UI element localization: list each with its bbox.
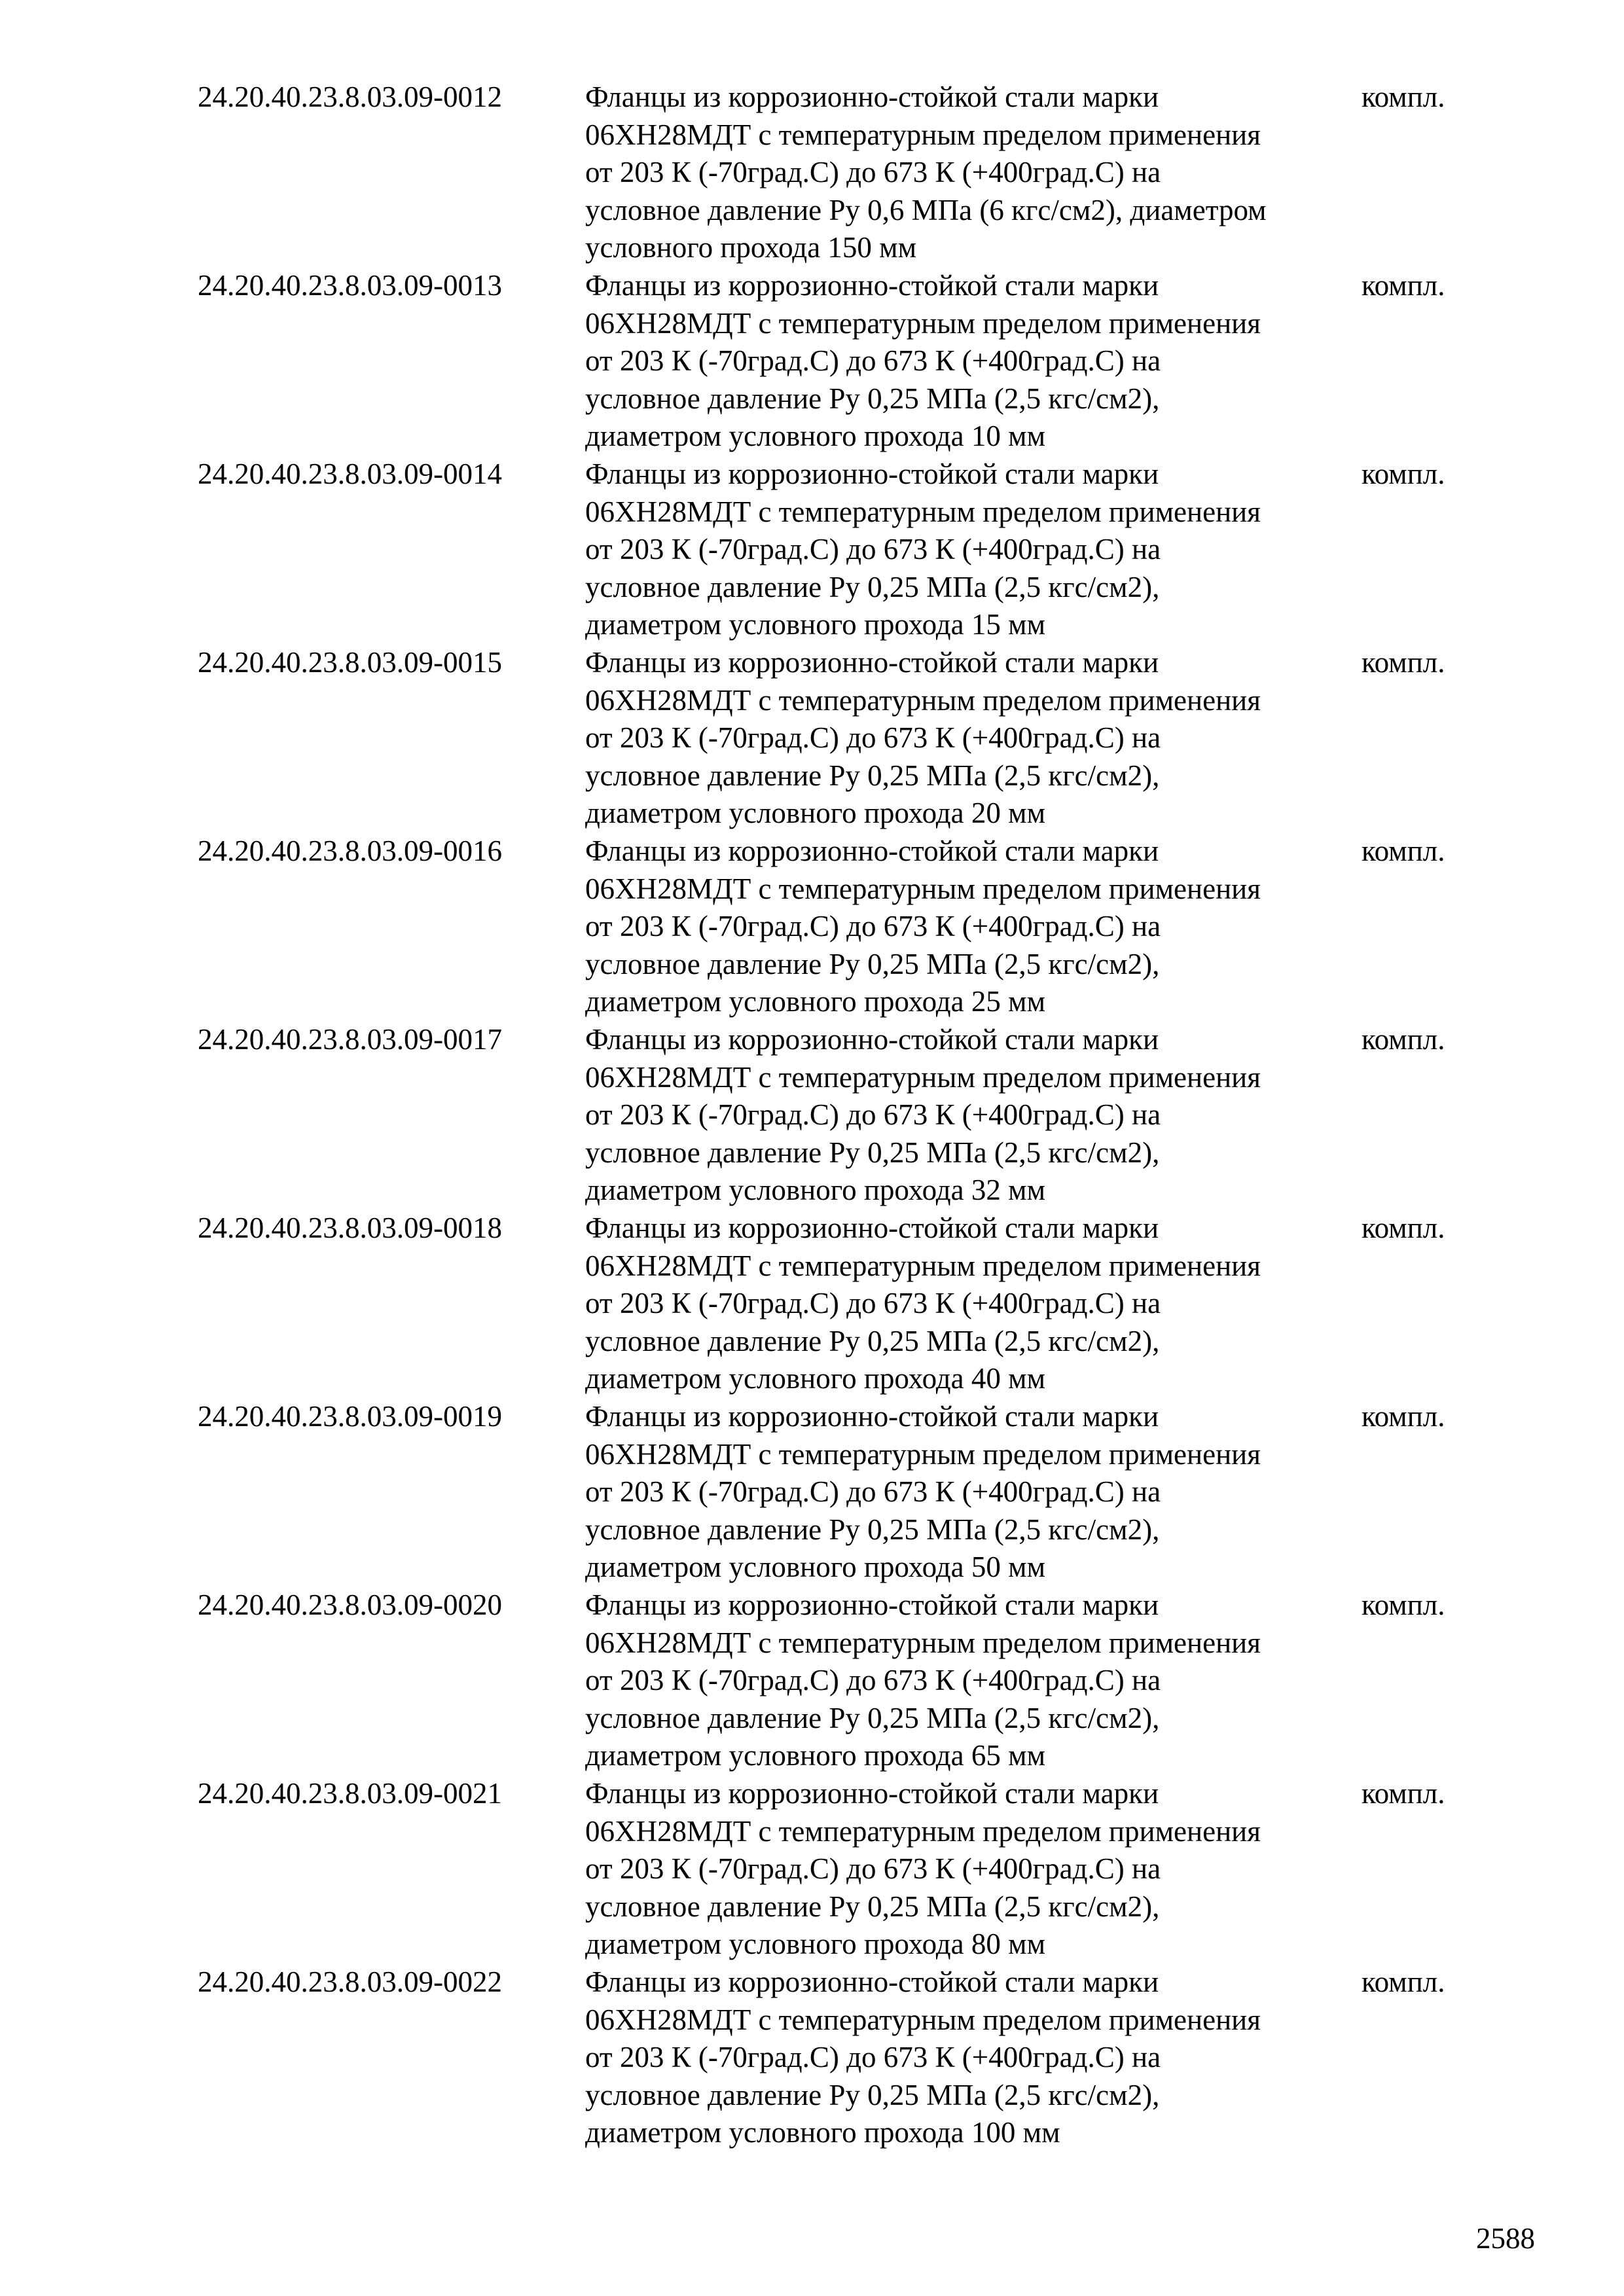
- description-line: условное давление Ру 0,25 МПа (2,5 кгс/см2),: [585, 759, 1160, 792]
- item-code: 24.20.40.23.8.03.09-0017: [198, 1023, 502, 1056]
- item-unit: компл.: [1362, 834, 1445, 867]
- item-description: [585, 1210, 1261, 1398]
- item-unit: компл.: [1362, 646, 1445, 679]
- description-line: от 203 К (-70град.С) до 673 К (+400град.С) на: [585, 910, 1161, 943]
- page-number: 2588: [1476, 2222, 1535, 2255]
- description-line: от 203 К (-70град.С) до 673 К (+400град.С) на: [585, 721, 1161, 755]
- table-row: [0, 1398, 1624, 1587]
- description-line: 06ХН28МДТ с температурным пределом применения: [585, 872, 1261, 905]
- description-line: 06ХН28МДТ с температурным пределом применения: [585, 683, 1261, 717]
- item-code: 24.20.40.23.8.03.09-0020: [198, 1588, 502, 1621]
- item-description: [585, 1021, 1261, 1210]
- description-line: условное давление Ру 0,25 МПа (2,5 кгс/см2),: [585, 1890, 1160, 1923]
- description-line: условного прохода 150 мм: [585, 231, 917, 264]
- item-unit: компл.: [1362, 81, 1445, 113]
- description-line: от 203 К (-70град.С) до 673 К (+400град.С) на: [585, 1098, 1161, 1132]
- item-unit: компл.: [1362, 1777, 1445, 1810]
- description-line: диаметром условного прохода 100 мм: [585, 2116, 1060, 2149]
- item-description: [585, 1398, 1261, 1587]
- description-line: от 203 К (-70град.С) до 673 К (+400град.С) на: [585, 344, 1161, 378]
- table-row: [0, 1021, 1624, 1210]
- description-line: диаметром условного прохода 65 мм: [585, 1739, 1046, 1772]
- description-line: Фланцы из коррозионно-стойкой стали марки: [585, 646, 1159, 679]
- description-line: Фланцы из коррозионно-стойкой стали марки: [585, 269, 1159, 302]
- table-row: [0, 1964, 1624, 2152]
- table-row: [0, 79, 1624, 267]
- description-line: условное давление Ру 0,25 МПа (2,5 кгс/см2),: [585, 1513, 1160, 1546]
- description-line: от 203 К (-70град.С) до 673 К (+400град.С) на: [585, 1664, 1161, 1697]
- description-line: Фланцы из коррозионно-стойкой стали марки: [585, 1211, 1159, 1244]
- description-line: от 203 К (-70град.С) до 673 К (+400град.С) на: [585, 533, 1161, 566]
- item-unit: компл.: [1362, 1211, 1445, 1244]
- item-unit: компл.: [1362, 269, 1445, 302]
- description-line: 06ХН28МДТ с температурным пределом применения: [585, 1626, 1261, 1659]
- description-line: условное давление Ру 0,25 МПа (2,5 кгс/см2),: [585, 570, 1160, 603]
- table-row: [0, 644, 1624, 833]
- item-code: 24.20.40.23.8.03.09-0013: [198, 269, 502, 302]
- description-line: от 203 К (-70град.С) до 673 К (+400град.С) на: [585, 1475, 1161, 1509]
- item-code: 24.20.40.23.8.03.09-0012: [198, 81, 502, 113]
- item-code: 24.20.40.23.8.03.09-0022: [198, 1965, 502, 1998]
- description-line: Фланцы из коррозионно-стойкой стали марки: [585, 1588, 1159, 1621]
- item-unit: компл.: [1362, 1023, 1445, 1056]
- description-line: условное давление Ру 0,25 МПа (2,5 кгс/см2),: [585, 1136, 1160, 1169]
- description-line: диаметром условного прохода 80 мм: [585, 1928, 1046, 1961]
- item-unit: компл.: [1362, 457, 1445, 490]
- item-unit: компл.: [1362, 1400, 1445, 1433]
- description-line: условное давление Ру 0,25 МПа (2,5 кгс/см2),: [585, 947, 1160, 980]
- description-line: Фланцы из коррозионно-стойкой стали марки: [585, 1023, 1159, 1056]
- description-line: 06ХН28МДТ с температурным пределом применения: [585, 306, 1261, 340]
- table-row: [0, 267, 1624, 456]
- description-line: от 203 К (-70град.С) до 673 К (+400град.С) на: [585, 2041, 1161, 2074]
- item-unit: компл.: [1362, 1965, 1445, 1998]
- description-line: условное давление Ру 0,6 МПа (6 кгс/см2), диаметром: [585, 193, 1267, 226]
- item-code: 24.20.40.23.8.03.09-0018: [198, 1211, 502, 1244]
- description-line: диаметром условного прохода 15 мм: [585, 608, 1046, 641]
- item-description: [585, 833, 1261, 1021]
- item-code: 24.20.40.23.8.03.09-0021: [198, 1777, 502, 1810]
- description-line: Фланцы из коррозионно-стойкой стали марки: [585, 1400, 1159, 1433]
- description-line: диаметром условного прохода 10 мм: [585, 420, 1046, 453]
- item-description: [585, 79, 1267, 267]
- item-code: 24.20.40.23.8.03.09-0015: [198, 646, 502, 679]
- table-row: [0, 1775, 1624, 1964]
- description-line: диаметром условного прохода 32 мм: [585, 1174, 1046, 1207]
- description-line: условное давление Ру 0,25 МПа (2,5 кгс/см2),: [585, 2078, 1160, 2111]
- description-line: Фланцы из коррозионно-стойкой стали марки: [585, 834, 1159, 867]
- description-line: Фланцы из коррозионно-стойкой стали марки: [585, 457, 1159, 490]
- description-line: диаметром условного прохода 40 мм: [585, 1362, 1046, 1395]
- item-description: [585, 1964, 1261, 2152]
- description-line: условное давление Ру 0,25 МПа (2,5 кгс/см2),: [585, 1701, 1160, 1734]
- description-line: от 203 К (-70град.С) до 673 К (+400град.С) на: [585, 1287, 1161, 1320]
- description-line: 06ХН28МДТ с температурным пределом применения: [585, 1249, 1261, 1282]
- description-line: условное давление Ру 0,25 МПа (2,5 кгс/см2),: [585, 382, 1160, 415]
- item-description: [585, 456, 1261, 644]
- table-row: [0, 456, 1624, 644]
- description-line: 06ХН28МДТ с температурным пределом применения: [585, 1060, 1261, 1094]
- item-description: [585, 1775, 1261, 1964]
- table-row: [0, 833, 1624, 1021]
- item-description: [585, 644, 1261, 833]
- description-line: 06ХН28МДТ с температурным пределом применения: [585, 1814, 1261, 1848]
- description-line: Фланцы из коррозионно-стойкой стали марки: [585, 1965, 1159, 1998]
- item-description: [585, 267, 1261, 456]
- description-line: от 203 К (-70град.С) до 673 К (+400град.С) на: [585, 1852, 1161, 1886]
- description-line: диаметром условного прохода 50 мм: [585, 1551, 1046, 1584]
- item-description: [585, 1587, 1261, 1775]
- table-row: [0, 1210, 1624, 1398]
- description-line: Фланцы из коррозионно-стойкой стали марки: [585, 81, 1159, 113]
- description-line: от 203 К (-70град.С) до 673 К (+400град.С) на: [585, 156, 1161, 189]
- item-code: 24.20.40.23.8.03.09-0014: [198, 457, 502, 490]
- description-line: 06ХН28МДТ с температурным пределом применения: [585, 118, 1261, 151]
- description-line: 06ХН28МДТ с температурным пределом применения: [585, 1437, 1261, 1471]
- item-code: 24.20.40.23.8.03.09-0016: [198, 834, 502, 867]
- table-row: [0, 1587, 1624, 1775]
- description-line: 06ХН28МДТ с температурным пределом применения: [585, 495, 1261, 528]
- item-unit: компл.: [1362, 1588, 1445, 1621]
- description-line: диаметром условного прохода 20 мм: [585, 797, 1046, 830]
- item-code: 24.20.40.23.8.03.09-0019: [198, 1400, 502, 1433]
- description-line: диаметром условного прохода 25 мм: [585, 985, 1046, 1018]
- description-line: Фланцы из коррозионно-стойкой стали марки: [585, 1777, 1159, 1810]
- description-line: 06ХН28МДТ с температурным пределом применения: [585, 2003, 1261, 2036]
- description-line: условное давление Ру 0,25 МПа (2,5 кгс/см2),: [585, 1324, 1160, 1357]
